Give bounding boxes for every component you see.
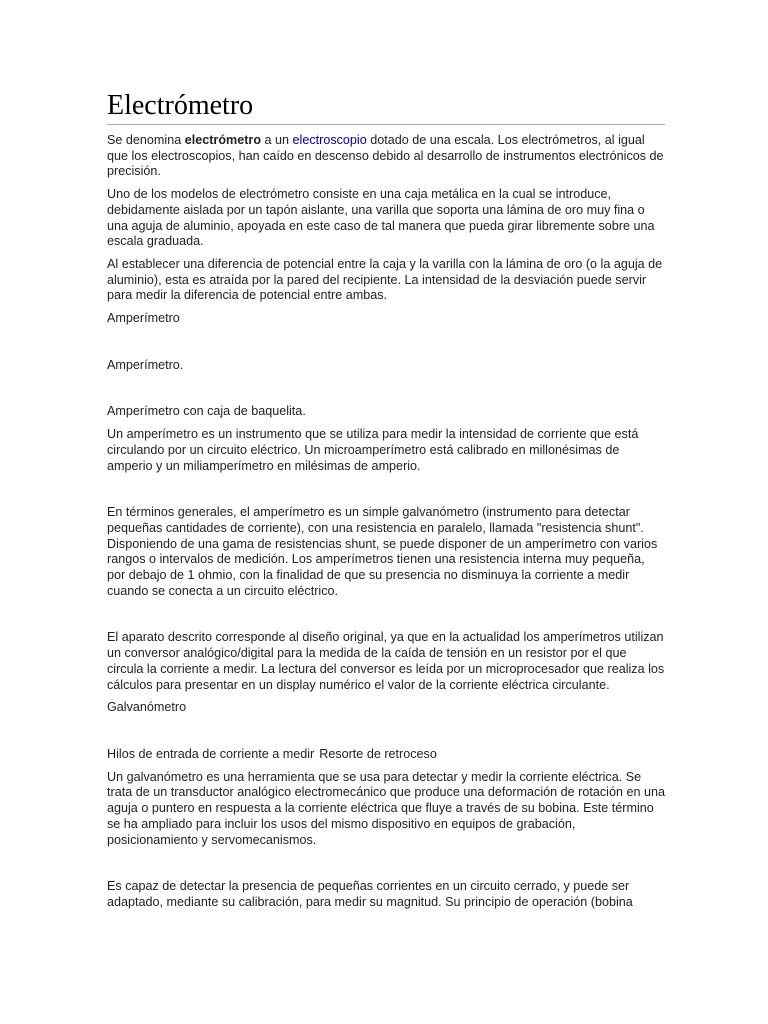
page-title: Electrómetro bbox=[107, 90, 665, 125]
amperimetro-paragraph-2: En términos generales, el amperímetro es un simple galvanómetro (instrumento para detectar pequeñas cantidades de corriente), con una resistencia en paralelo, llamada "resistencia shunt". Disponiendo de una gama de resistencias shunt, se puede disponer de un amperímetro con varios rangos o intervalos de medición. Los amperímetros tienen una resistencia interna muy pequeña, por debajo de 1 ohmio, con la finalidad de que su presencia no disminuya la corriente a medir cuando se conecta a un circuito eléctrico. bbox=[107, 505, 658, 598]
amperimetro-caption-2: Amperímetro con caja de baquelita. bbox=[107, 404, 306, 419]
galvanometro-paragraph-2: Es capaz de detectar la presencia de pequeñas corrientes en un circuito cerrado, y puede ser adaptado, mediante su calibración, para medir su magnitud. Su principio de operación (bobina bbox=[107, 879, 633, 909]
paragraph-2: Uno de los modelos de electrómetro consiste en una caja metálica en la cual se introduce, debidamente aislada por un tapón aislante, una varilla que soporta una lámina de oro muy fina o una aguja de aluminio, apoyada en este caso de tal manera que pueda girar libremente sobre una escala graduada. bbox=[107, 187, 655, 249]
galvanometro-caption-a: Hilos de entrada de corriente a medir bbox=[107, 746, 315, 761]
galvanometro-paragraph-1: Un galvanómetro es una herramienta que se usa para detectar y medir la corriente eléctrica. Se trata de un transductor analógico electromecánico que produce una deformación de rotación en una aguja o puntero en respuesta a la corriente eléctrica que fluye a través de su bobina. Este término se ha ampliado para incluir los usos del mismo dispositivo en equipos de grabación, posicionamiento y servomecanismos. bbox=[107, 769, 665, 847]
electroscopio-link[interactable]: electroscopio bbox=[292, 133, 367, 147]
galvanometro-heading: Galvanómetro bbox=[107, 700, 187, 715]
amperimetro-caption-1: Amperímetro. bbox=[107, 357, 184, 372]
intro-pre: Se denomina bbox=[107, 133, 185, 147]
intro-post: dotado de una escala. Los electrómetros, al igual que los electroscopios, han caído en descenso debido al desarrollo de instrumentos electrónicos de precisión. bbox=[107, 133, 664, 179]
galvanometro-captions bbox=[107, 747, 665, 763]
intro-mid: a un bbox=[261, 133, 293, 147]
intro-bold-term: electrómetro bbox=[184, 133, 262, 147]
paragraph-3: Al establecer una diferencia de potencial entre la caja y la varilla con la lámina de oro (o la aguja de aluminio), esta es atraída por la pared del recipiente. La intensidad de la desviación puede servir para medir la diferencia de potencial entre ambas. bbox=[107, 256, 663, 303]
amperimetro-paragraph-3: El aparato descrito corresponde al diseño original, ya que en la actualidad los amperímetros utilizan un conversor analógico/digital para la medida de la caída de tensión en un resistor por el que circula la corriente a medir. La lectura del conversor es leída por un microprocesador que realiza los cálculos para presentar en un display numérico el valor de la corriente eléctrica circulante. bbox=[107, 630, 665, 692]
document-page bbox=[107, 90, 665, 911]
galvanometro-caption-b: Resorte de retroceso bbox=[319, 746, 437, 761]
amperimetro-paragraph-1: Un amperímetro es un instrumento que se utiliza para medir la intensidad de corriente que está circulando por un circuito eléctrico. Un microamperímetro está calibrado en millonésimas de amperio y un miliamperímetro en milésimas de amperio. bbox=[107, 427, 639, 473]
intro-paragraph bbox=[107, 133, 665, 180]
amperimetro-heading: Amperímetro bbox=[107, 311, 180, 326]
